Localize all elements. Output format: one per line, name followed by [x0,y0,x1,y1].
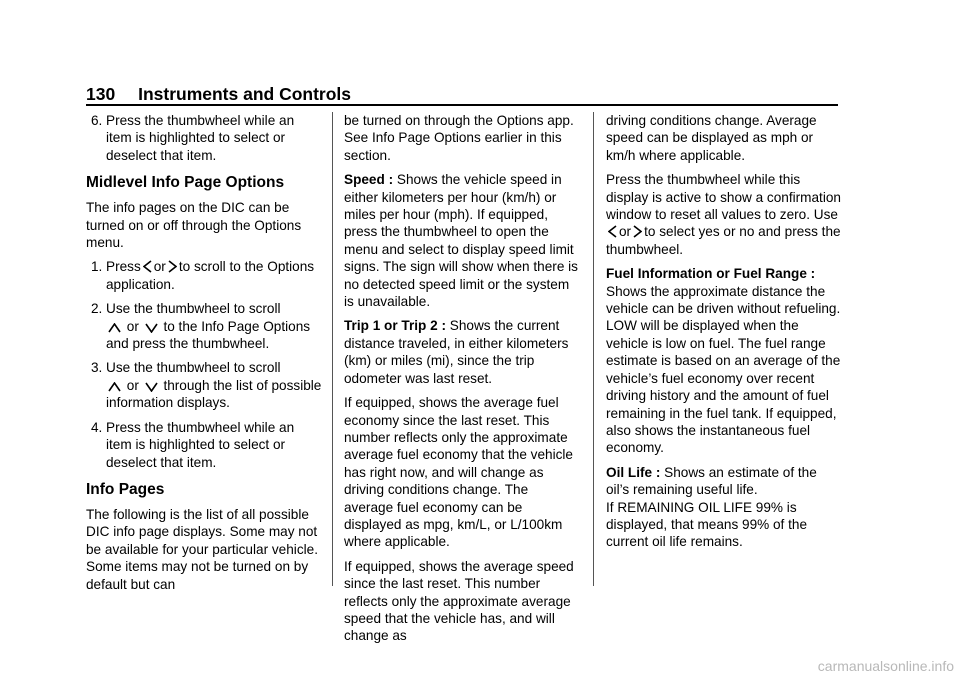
fuel-entry: Fuel Information or Fuel Range : Shows the approximate distance the vehicle can be driven without refueling. LOW will be displayed when the vehicle is low on fuel. The fuel range estimate is based on an average of the vehicle’s fuel economy over recent driving history and the amount of fuel remaining in the fuel tank. If equipped, also shows the instantaneous fuel economy. [606,266,841,456]
chevron-left-icon [143,260,152,273]
step-list [86,258,322,470]
fuel-label: Fuel Information or Fuel Range : [606,266,816,282]
trip-label: Trip 1 or Trip 2 : [344,318,446,334]
list-item: 4. Press the thumbwheel while an item is highlighted to select or deselect that item. [91,419,295,470]
paragraph: driving conditions change. Average speed can be displayed as mph or km/h where applicable. [606,113,817,163]
page-number: 130 [86,84,116,104]
chevron-down-icon [145,323,158,333]
oil-entry: Oil Life : Shows an estimate of the oil’s remaining useful life. If REMAINING OIL LIFE 99% is displayed, that means 99% of the current oil life remains. [606,464,817,550]
chevron-up-icon [108,323,121,333]
column-divider [593,112,594,586]
heading-midlevel-info-page-options: Midlevel Info Page Options [86,174,285,192]
watermark: carmanualsonline.info [817,657,954,674]
section-title: Instruments and Controls [138,84,352,104]
chevron-up-icon [108,382,121,392]
list-item: 6. Press the thumbwheel while an item is highlighted to select or deselect that item. [91,113,295,163]
trip-entry: Trip 1 or Trip 2 : Shows the current distance traveled, in either kilometers (km) or miles (mi), since the trip odometer was last reset. [344,318,569,386]
paragraph: Press the thumbwheel while this display is active to show a confirmation window to reset all values to zero. Use or to select yes or no and press the thumbwheel. [606,172,841,257]
chevron-right-icon [633,225,642,238]
paragraph: be turned on through the Options app. See Info Page Options earlier in this section. [344,113,574,163]
header-rule [86,104,838,106]
chevron-left-icon [608,225,617,238]
paragraph: The info pages on the DIC can be turned on or off through the Options menu. [86,200,302,251]
paragraph: If equipped, shows the average fuel economy since the last reset. This number reflects only the approximate average fuel economy that the vehicle has right now, and will change as driving conditions change. The average fuel economy can be displayed as mpg, km/L, or L/100km where applicable. [344,395,573,550]
column-3 [606,112,842,558]
column-2 [344,112,580,652]
paragraph: If equipped, shows the average speed since the last reset. This number reflects only the approximate average speed that the vehicle has, and will change as [344,558,574,644]
heading-info-pages: Info Pages [86,480,165,498]
list-item: 3. Use the thumbwheel to scroll or through the list of possible information displays. [91,360,322,411]
page-header [86,84,351,104]
chevron-right-icon [168,260,177,273]
list-item: 2. Use the thumbwheel to scroll or to the Info Page Options and press the thumbwheel. [91,301,311,352]
chevron-down-icon [145,382,158,392]
list-item: 1. Press or to scroll to the Options application. [91,259,315,292]
speed-entry: Speed : Shows the vehicle speed in either kilometers per hour (km/h) or miles per hour (mph). If equipped, press the thumbwheel to open the menu and select to display speed limit signs. The sign will show when there is no detected speed limit or the system is unavailable. [344,172,578,310]
oil-label: Oil Life : [606,464,661,480]
column-divider [332,112,333,586]
speed-label: Speed : [344,172,394,188]
step-list-continued [86,112,322,164]
column-1 [86,112,322,600]
paragraph: The following is the list of all possible DIC info page displays. Some may not be available for your particular vehicle. Some items may not be turned on by default but can [86,506,318,592]
